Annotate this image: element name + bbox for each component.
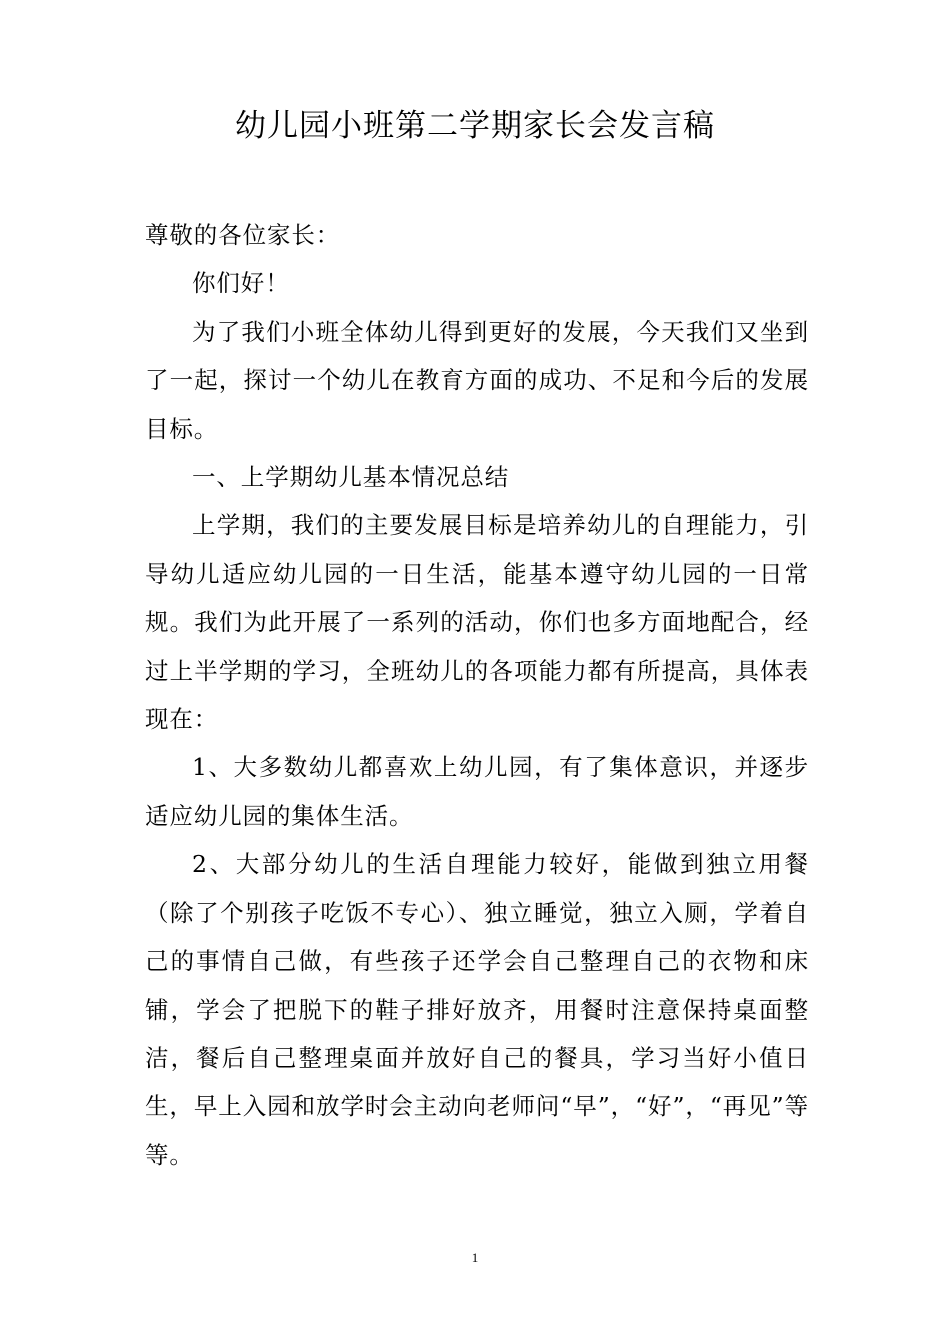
document-title: 幼儿园小班第二学期家长会发言稿 — [235, 108, 715, 144]
list-item-1: 1、大多数幼儿都喜欢上幼儿园，有了集体意识，并逐步适应幼儿园的集体生活。 — [145, 753, 809, 830]
salutation: 尊敬的各位家长： — [145, 221, 341, 249]
page-number: 1 — [471, 1250, 479, 1265]
list-item-2: 2、大部分幼儿的生活自理能力较好，能做到独立用餐（除了个别孩子吃饭不专心）、独立睡觉，独立入厕，学着自己的事情自己做，有些孩子还学会自己整理自己的衣物和床铺，学会了把脱下的鞋子排好放齐，用餐时注意保持桌面整洁，餐后自己整理桌面并放好自己的餐具，学习当好小值日生，早上入园和放学时会主动向老师问“早”，“好”，“再见”等等。 — [145, 850, 809, 1169]
document-body — [145, 211, 809, 1179]
summary-paragraph: 上学期，我们的主要发展目标是培养幼儿的自理能力，引导幼儿适应幼儿园的一日生活，能基本遵守幼儿园的一日常规。我们为此开展了一系列的活动，你们也多方面地配合，经过上半学期的学习，全班幼儿的各项能力都有所提高，具体表现在： — [145, 511, 809, 734]
intro-paragraph: 为了我们小班全体幼儿得到更好的发展，今天我们又坐到了一起，探讨一个幼儿在教育方面的成功、不足和今后的发展目标。 — [145, 317, 809, 443]
section-heading-summary: 一、上学期幼儿基本情况总结 — [192, 463, 510, 492]
greeting-paragraph: 你们好！ — [192, 269, 290, 298]
